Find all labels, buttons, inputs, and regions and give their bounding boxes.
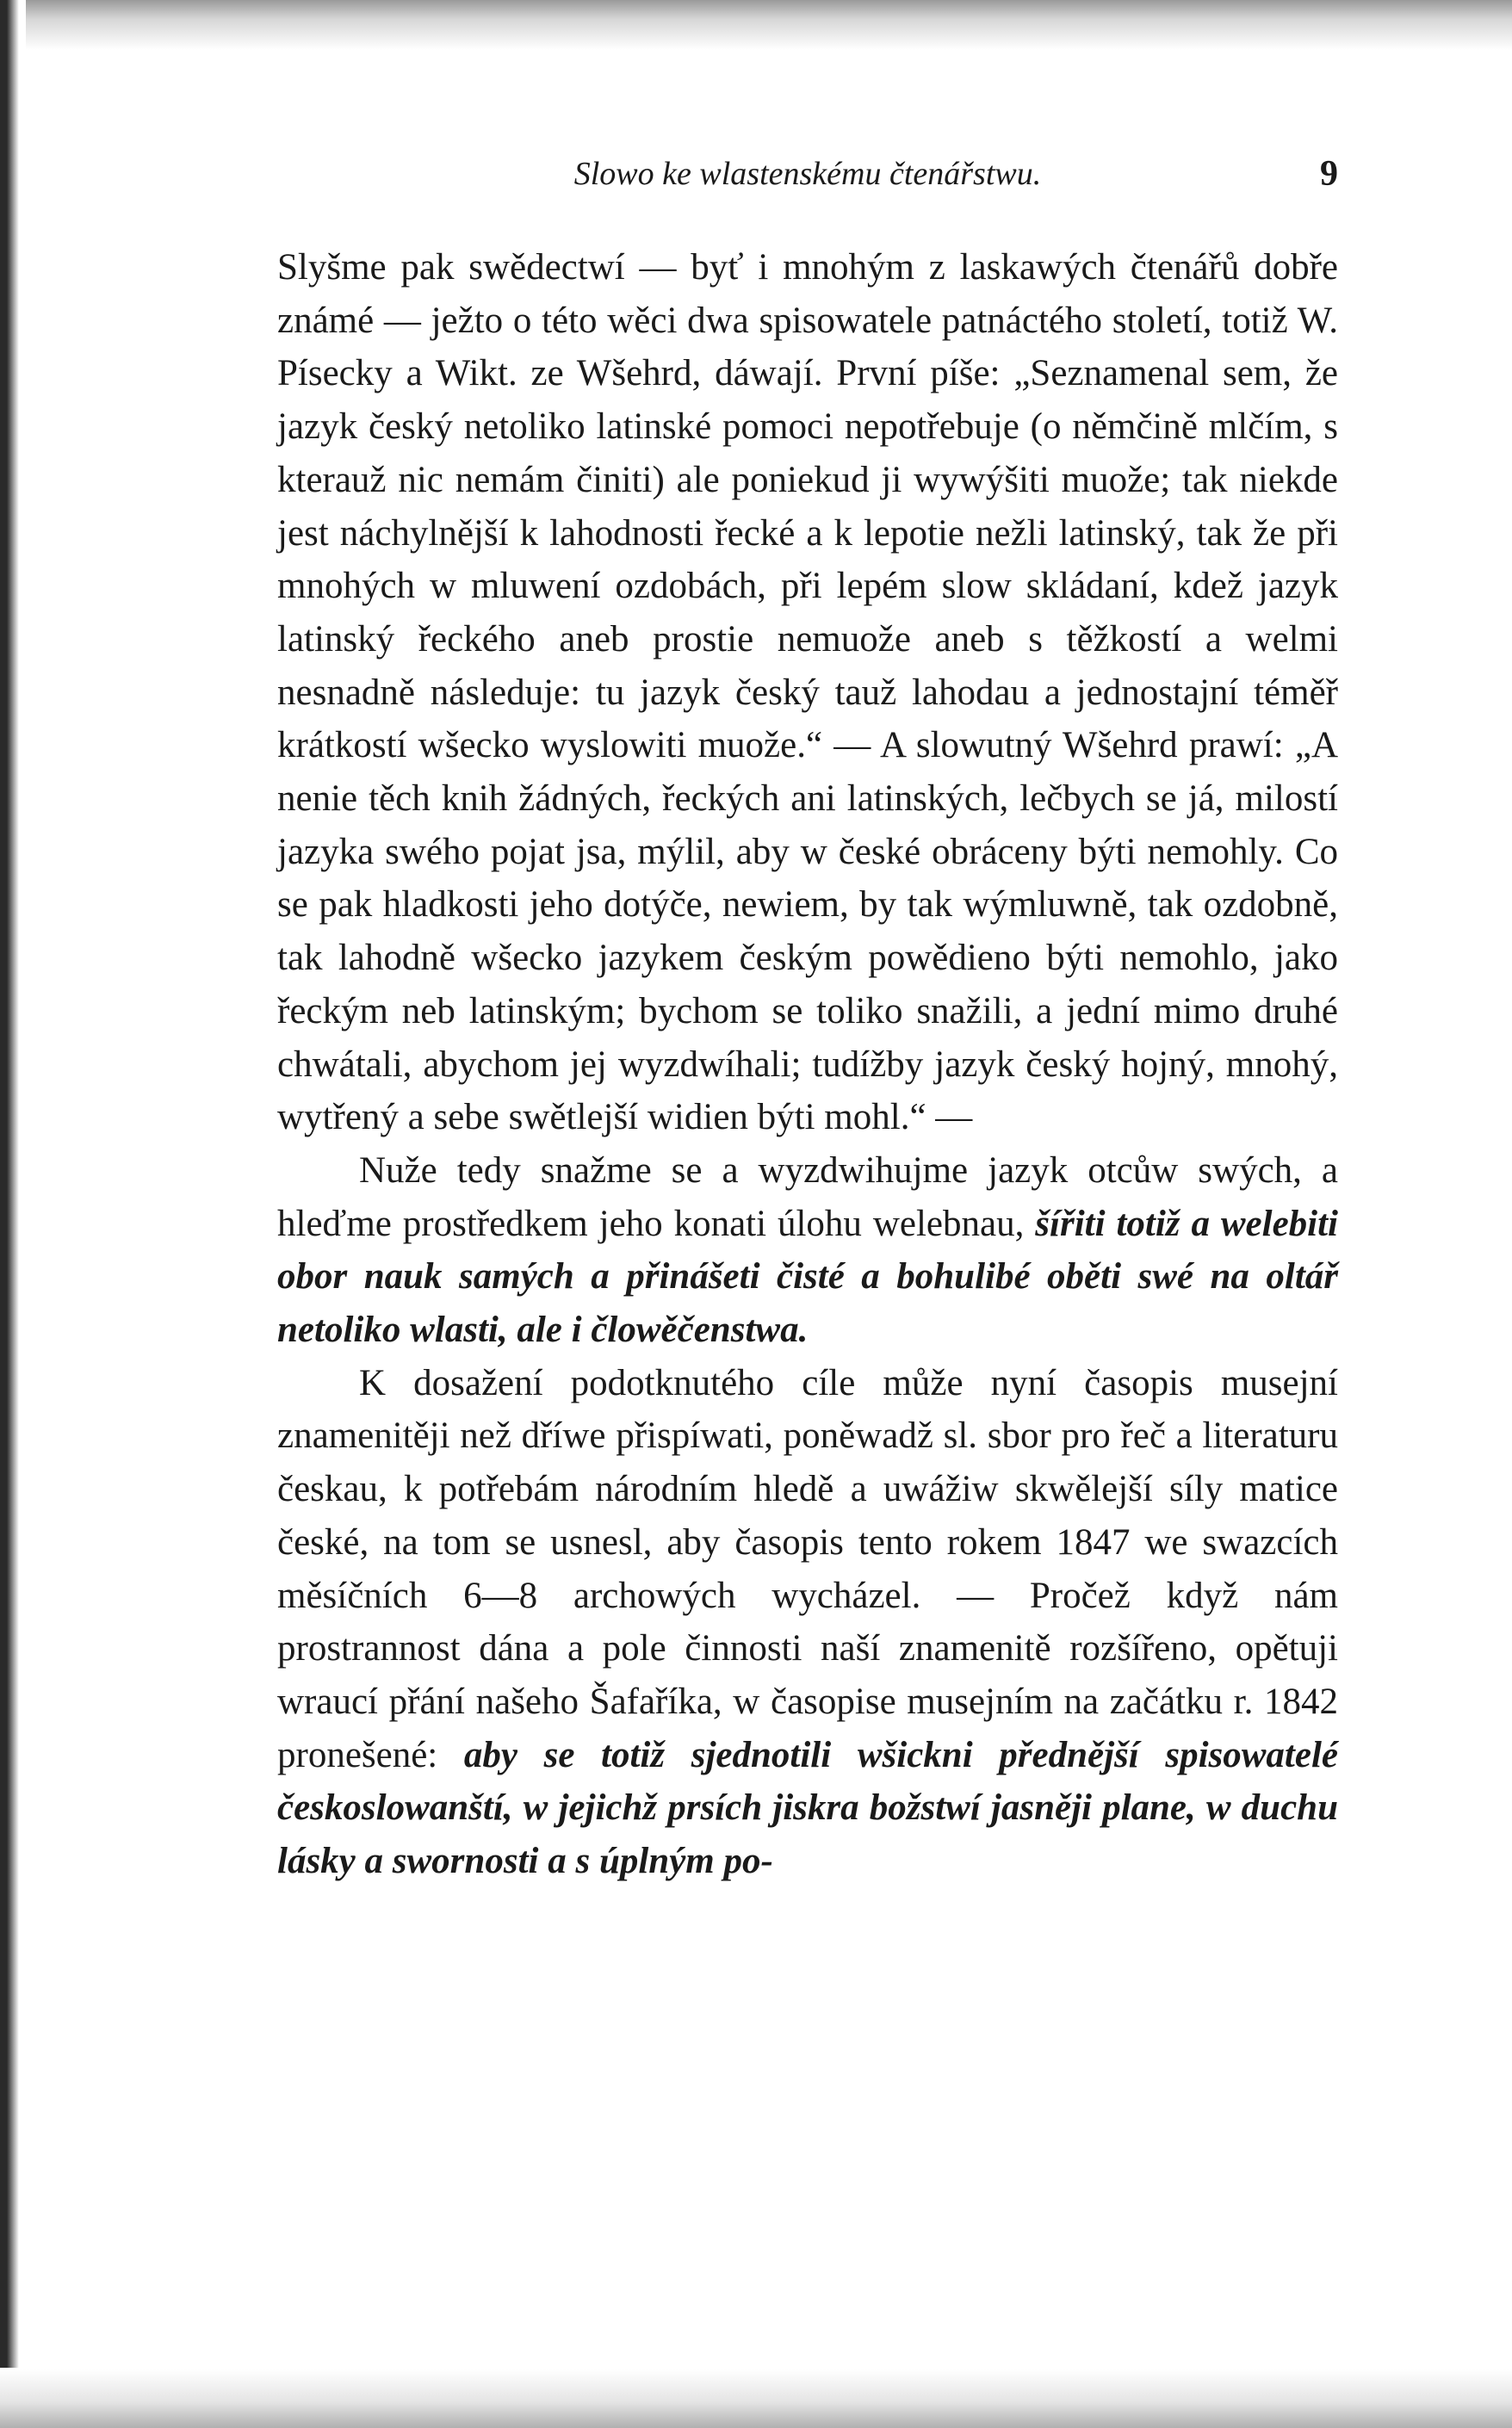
page-number: 9 (1320, 154, 1338, 194)
paragraph-3-emphasis: aby se totiž sjednotili wšickni přednější spisowatelé českoslowanští, w jejichž prsích jiskra božstwí jasněji plane, w duchu lásky a swornosti a s úplným po- (277, 1734, 1338, 1882)
body-text (277, 241, 1338, 1888)
paragraph-2-text: Nuže tedy snažme se a wyzdwihujme jazyk otcůw swých, a hleďme prostředkem jeho konati úlohu welebnau, (277, 1149, 1338, 1244)
scan-top-edge (0, 0, 1512, 52)
running-head: Slowo ke wlastenskému čtenářstwu. (573, 156, 1042, 192)
paragraph-3-text: K dosažení podotknutého cíle může nyní časopis musejní znamenitěji než dříwe přispíwati, poněwadž sl. sbor pro řeč a literaturu českau, k potřebám národním hledě a uwážiw skwělejší síly matice české, na tom se usnesl, aby časopis tento rokem 1847 we swazcích měsíčních 6—8 archowých wycházel. — Pročež když nám prostrannost dána a pole činnosti naší znamenitě rozšířeno, opětuji wraucí přání našeho Šafaříka, w časopise musejním na začátku r. 1842 pronešené: (277, 1362, 1338, 1775)
paragraph-2 (277, 1144, 1338, 1357)
paragraph-3 (277, 1357, 1338, 1888)
paragraph-2-emphasis: šířiti totiž a welebiti obor nauk samých a přinášeti čisté a bohulibé oběti swé na oltář netoliko wlasti, ale i člowěčenstwa. (277, 1203, 1339, 1351)
scan-bottom-edge (0, 2368, 1512, 2428)
book-page (277, 146, 1338, 1888)
paragraph-1 (277, 241, 1338, 1144)
paragraph-1-text: Slyšme pak swědectwí — byť i mnohým z laskawých čtenářů dobře známé — ježto o této wěci dwa spisowatele patnáctého století, totiž W. Písecky a Wikt. ze Wšehrd, dáwají. První píše: „Seznamenal sem, že jazyk český netoliko latinské pomoci nepotřebuje (o němčině mlčím, s kterauž nic nemám činiti) ale poniekud ji wywýšiti muože; tak niekde jest náchylnější k lahodnosti řecké a k lepotie nežli latinský, tak že při mnohých w mluwení ozdobách, při lepém slow skládaní, kdež jazyk latinský řeckého aneb prostie nemuože aneb s těžkostí a welmi nesnadně následuje: tu jazyk český tauž lahodau a jednostajní téměř krátkostí wšecko wyslowiti muože.“ — A slowutný Wšehrd prawí: „A nenie těch knih žádných, řeckých ani latinských, lečbych se já, milostí jazyka swého pojat jsa, mýlil, aby w české obráceny býti nemohly. Co se pak hladkosti jeho dotýče, newiem, by tak wýmluwně, tak ozdobně, tak lahodně wšecko jazykem českým powědieno býti nemohlo, jako řeckým neb latinským; bychom se toliko snažili, a jední mimo druhé chwátali, abychom jej wyzdwíhali; tudížby jazyk český hojný, mnohý, wytřený a sebe swětlejší widien býti mohl.“ — (277, 247, 1338, 1138)
scan-left-edge (0, 0, 26, 2428)
page-header (277, 146, 1338, 198)
